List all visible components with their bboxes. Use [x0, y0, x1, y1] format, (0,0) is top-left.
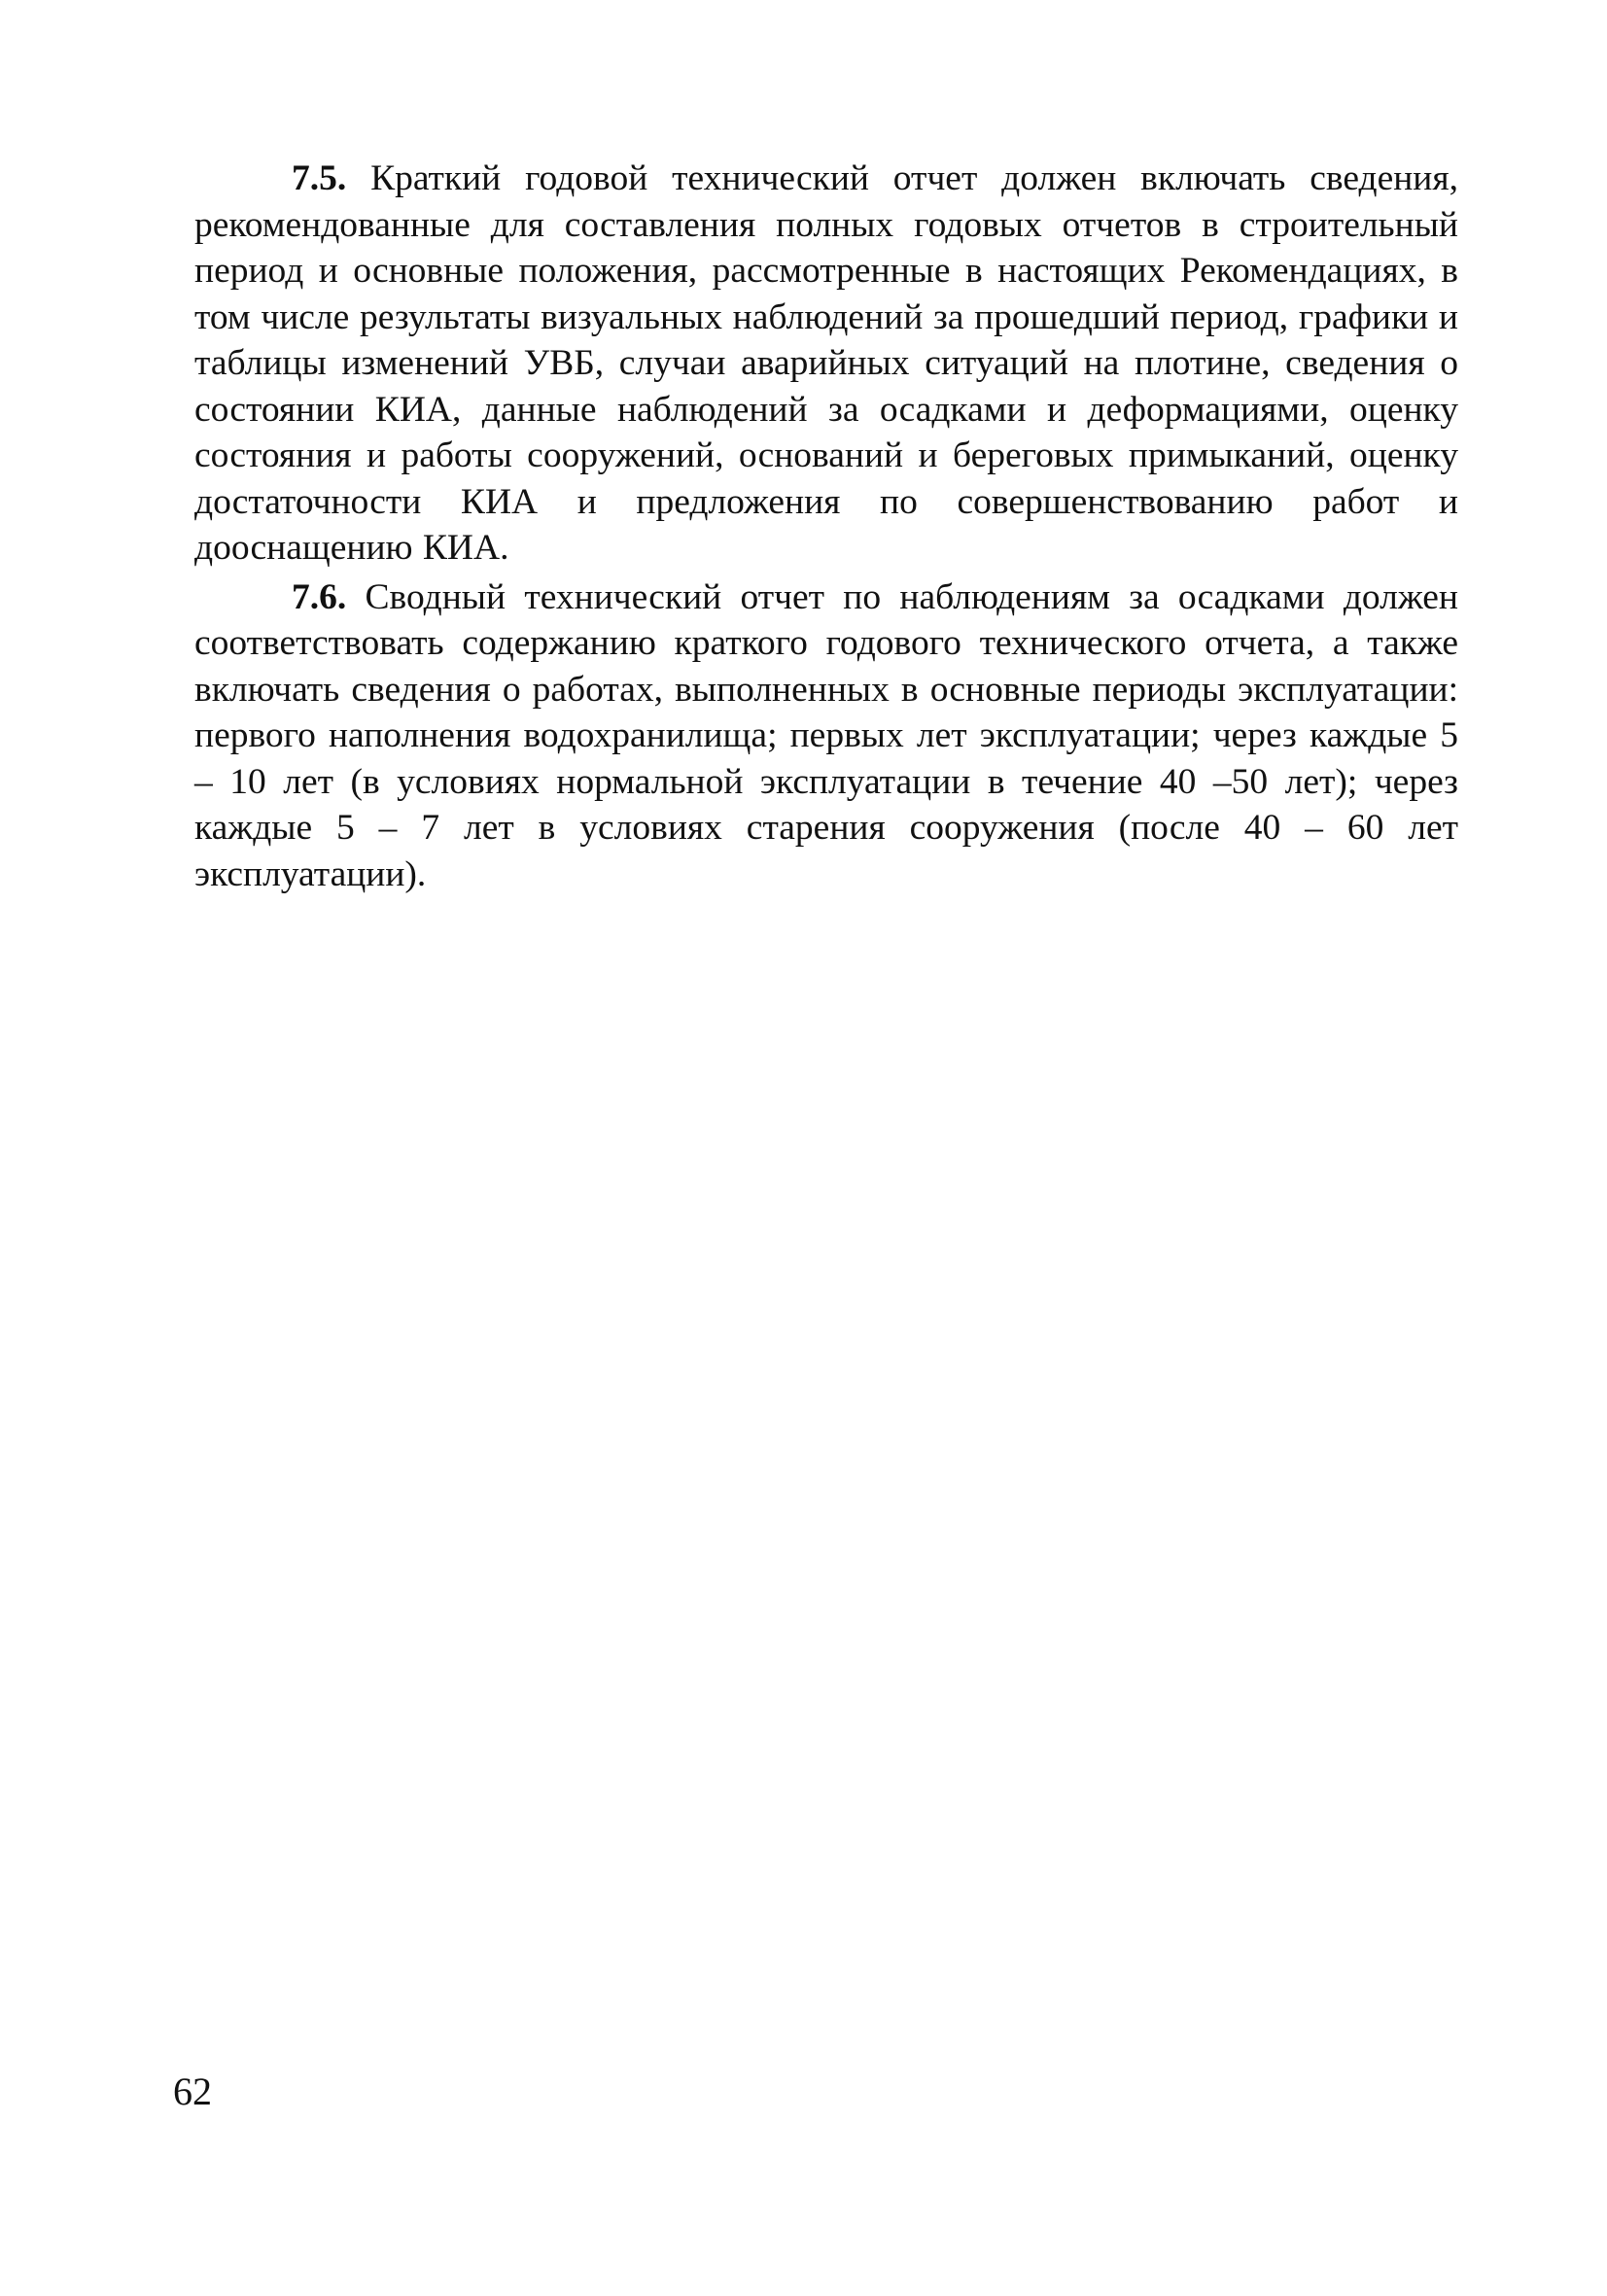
body-text [194, 156, 1458, 897]
paragraph-7-5 [194, 156, 1458, 572]
paragraph-text: Сводный технический отчет по наблюдениям за осадками должен соответствовать содержанию краткого годового технического отчета, а также включать сведения о работах, выполненных в основные периоды эксплуатации: первого наполнения водохранилища; первых лет эксплуатации; через каждые 5 – 10 лет (в условиях нормальной эксплуатации в течение 40 –50 лет); через каждые 5 – 7 лет в условиях старения сооружения (после 40 – 60 лет эксплуатации). [194, 576, 1458, 894]
paragraph-number: 7.5. [292, 158, 347, 198]
page-number: 62 [173, 2070, 212, 2113]
paragraph-number: 7.6. [292, 576, 347, 617]
paragraph-7-6 [194, 574, 1458, 898]
paragraph-text: Краткий годовой технический отчет должен включать сведения, рекомендованные для составления полных годовых отчетов в строительный период и основные положения, рассмотренные в настоящих Рекомендациях, в том числе результаты визуальных наблюдений за прошедший период, графики и таблицы изменений УВБ, случаи аварийных ситуаций на плотине, сведения о состоянии КИА, данные наблюдений за осадками и деформациями, оценку состояния и работы сооружений, оснований и береговых примыканий, оценку достаточности КИА и предложения по совершенствованию работ и дооснащению КИА. [194, 158, 1458, 568]
